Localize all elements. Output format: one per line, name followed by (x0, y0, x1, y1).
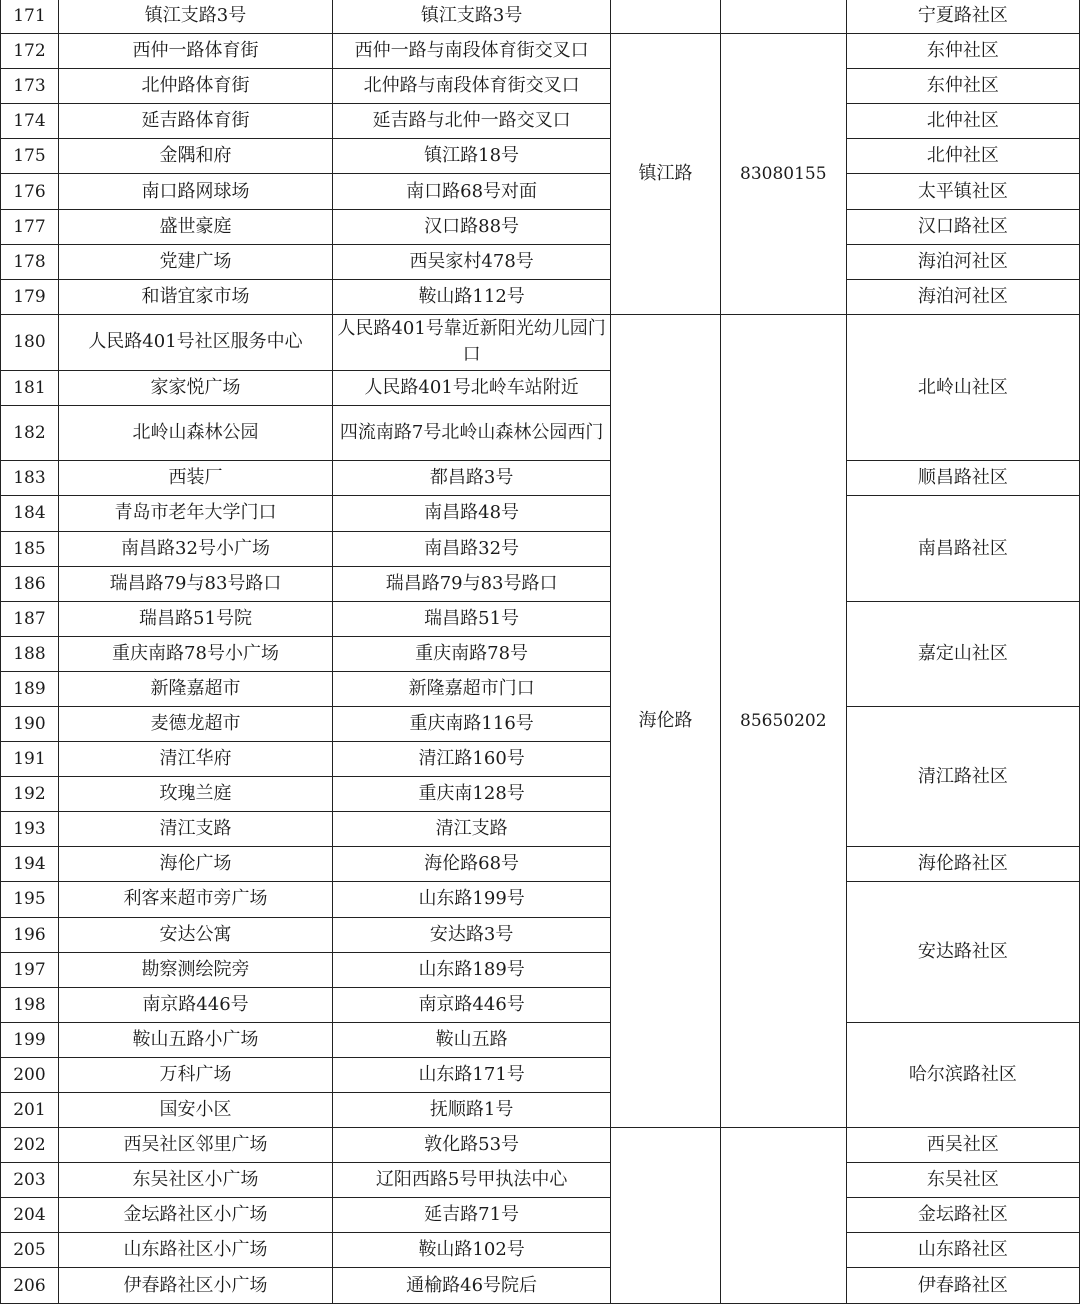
site-address: 瑞昌路79与83号路口 (333, 566, 611, 601)
row-number: 196 (1, 917, 59, 952)
row-number: 194 (1, 847, 59, 882)
table-row (1, 1128, 1080, 1163)
row-number: 177 (1, 209, 59, 244)
table-row (1, 847, 1080, 882)
table-row (1, 174, 1080, 209)
table-row (1, 461, 1080, 496)
community-name: 海泊河社区 (846, 279, 1079, 314)
site-name: 海伦广场 (58, 847, 332, 882)
site-address: 鞍山五路 (333, 1022, 611, 1057)
community-name: 北仲社区 (846, 104, 1079, 139)
row-number: 201 (1, 1093, 59, 1128)
table-row (1, 0, 1080, 34)
community-name: 金坛路社区 (846, 1198, 1079, 1233)
table-row (1, 139, 1080, 174)
table-row (1, 314, 1080, 370)
community-name: 顺昌路社区 (846, 461, 1079, 496)
site-address: 山东路171号 (333, 1057, 611, 1092)
row-number: 173 (1, 69, 59, 104)
site-address: 延吉路与北仲一路交叉口 (333, 104, 611, 139)
table-row (1, 1233, 1080, 1268)
table-row (1, 1022, 1080, 1057)
row-number: 187 (1, 601, 59, 636)
site-address: 抚顺路1号 (333, 1093, 611, 1128)
site-address: 重庆南路116号 (333, 706, 611, 741)
site-address: 人民路401号北岭车站附近 (333, 370, 611, 405)
table-row (1, 496, 1080, 531)
row-number: 174 (1, 104, 59, 139)
site-address: 都昌路3号 (333, 461, 611, 496)
site-name: 东吴社区小广场 (58, 1163, 332, 1198)
site-name: 瑞昌路51号院 (58, 601, 332, 636)
contact-phone: 83080155 (720, 34, 846, 315)
site-address: 海伦路68号 (333, 847, 611, 882)
site-name: 安达公寓 (58, 917, 332, 952)
site-address: 山东路189号 (333, 952, 611, 987)
site-name: 家家悦广场 (58, 370, 332, 405)
site-name: 鞍山五路小广场 (58, 1022, 332, 1057)
community-name: 哈尔滨路社区 (846, 1022, 1079, 1127)
contact-phone (720, 0, 846, 34)
community-name: 东仲社区 (846, 34, 1079, 69)
row-number: 172 (1, 34, 59, 69)
table-body (1, 0, 1080, 1303)
site-name: 北仲路体育街 (58, 69, 332, 104)
community-name: 太平镇社区 (846, 174, 1079, 209)
table-row (1, 279, 1080, 314)
street-name: 海伦路 (611, 314, 721, 1127)
table-row (1, 104, 1080, 139)
site-address: 清江支路 (333, 812, 611, 847)
site-name: 瑞昌路79与83号路口 (58, 566, 332, 601)
community-name: 南昌路社区 (846, 496, 1079, 601)
site-address: 新隆嘉超市门口 (333, 671, 611, 706)
site-name: 利客来超市旁广场 (58, 882, 332, 917)
table-row (1, 1198, 1080, 1233)
row-number: 186 (1, 566, 59, 601)
site-address: 西仲一路与南段体育街交叉口 (333, 34, 611, 69)
site-name: 勘察测绘院旁 (58, 952, 332, 987)
site-address: 重庆南128号 (333, 777, 611, 812)
community-name: 汉口路社区 (846, 209, 1079, 244)
table-row (1, 601, 1080, 636)
row-number: 204 (1, 1198, 59, 1233)
row-number: 188 (1, 636, 59, 671)
site-address: 重庆南路78号 (333, 636, 611, 671)
row-number: 175 (1, 139, 59, 174)
site-name: 金隅和府 (58, 139, 332, 174)
site-address: 南京路446号 (333, 987, 611, 1022)
row-number: 195 (1, 882, 59, 917)
site-name: 新隆嘉超市 (58, 671, 332, 706)
table-row (1, 1268, 1080, 1303)
site-address: 人民路401号靠近新阳光幼儿园门口 (333, 314, 611, 370)
site-address: 四流南路7号北岭山森林公园西门 (333, 405, 611, 461)
table-row (1, 706, 1080, 741)
site-address: 南口路68号对面 (333, 174, 611, 209)
site-name: 党建广场 (58, 244, 332, 279)
site-address: 鞍山路112号 (333, 279, 611, 314)
site-address: 清江路160号 (333, 742, 611, 777)
table-row (1, 34, 1080, 69)
community-name: 伊春路社区 (846, 1268, 1079, 1303)
site-address: 延吉路71号 (333, 1198, 611, 1233)
site-name: 伊春路社区小广场 (58, 1268, 332, 1303)
table-row (1, 1163, 1080, 1198)
community-name: 东仲社区 (846, 69, 1079, 104)
community-name: 嘉定山社区 (846, 601, 1079, 706)
site-address: 镇江路18号 (333, 139, 611, 174)
community-name: 东吴社区 (846, 1163, 1079, 1198)
site-name: 延吉路体育街 (58, 104, 332, 139)
row-number: 199 (1, 1022, 59, 1057)
site-name: 国安小区 (58, 1093, 332, 1128)
row-number: 185 (1, 531, 59, 566)
community-name: 海伦路社区 (846, 847, 1079, 882)
row-number: 200 (1, 1057, 59, 1092)
row-number: 179 (1, 279, 59, 314)
site-address: 镇江支路3号 (333, 0, 611, 34)
row-number: 202 (1, 1128, 59, 1163)
site-name: 万科广场 (58, 1057, 332, 1092)
row-number: 181 (1, 370, 59, 405)
site-name: 西仲一路体育街 (58, 34, 332, 69)
table-row (1, 882, 1080, 917)
row-number: 193 (1, 812, 59, 847)
row-number: 176 (1, 174, 59, 209)
site-address: 山东路199号 (333, 882, 611, 917)
site-address: 辽阳西路5号甲执法中心 (333, 1163, 611, 1198)
row-number: 197 (1, 952, 59, 987)
row-number: 206 (1, 1268, 59, 1303)
row-number: 198 (1, 987, 59, 1022)
site-address: 汉口路88号 (333, 209, 611, 244)
table-row (1, 69, 1080, 104)
site-address: 瑞昌路51号 (333, 601, 611, 636)
site-address: 通榆路46号院后 (333, 1268, 611, 1303)
site-name: 人民路401号社区服务中心 (58, 314, 332, 370)
street-name (611, 1128, 721, 1303)
site-name: 北岭山森林公园 (58, 405, 332, 461)
table-row (1, 244, 1080, 279)
row-number: 190 (1, 706, 59, 741)
row-number: 183 (1, 461, 59, 496)
site-name: 和谐宜家市场 (58, 279, 332, 314)
table-row (1, 209, 1080, 244)
row-number: 203 (1, 1163, 59, 1198)
row-number: 189 (1, 671, 59, 706)
community-name: 山东路社区 (846, 1233, 1079, 1268)
community-name: 宁夏路社区 (846, 0, 1079, 34)
site-name: 青岛市老年大学门口 (58, 496, 332, 531)
row-number: 184 (1, 496, 59, 531)
community-name: 安达路社区 (846, 882, 1079, 1022)
site-name: 金坛路社区小广场 (58, 1198, 332, 1233)
site-name: 南昌路32号小广场 (58, 531, 332, 566)
site-name: 麦德龙超市 (58, 706, 332, 741)
site-address: 西吴家村478号 (333, 244, 611, 279)
row-number: 191 (1, 742, 59, 777)
row-number: 178 (1, 244, 59, 279)
site-name: 南口路网球场 (58, 174, 332, 209)
community-name: 北岭山社区 (846, 314, 1079, 460)
row-number: 182 (1, 405, 59, 461)
street-name (611, 0, 721, 34)
site-address: 南昌路32号 (333, 531, 611, 566)
community-name: 北仲社区 (846, 139, 1079, 174)
site-name: 南京路446号 (58, 987, 332, 1022)
site-address: 鞍山路102号 (333, 1233, 611, 1268)
site-address: 敦化路53号 (333, 1128, 611, 1163)
row-number: 192 (1, 777, 59, 812)
street-name: 镇江路 (611, 34, 721, 315)
site-address: 北仲路与南段体育街交叉口 (333, 69, 611, 104)
site-name: 清江华府 (58, 742, 332, 777)
site-address: 南昌路48号 (333, 496, 611, 531)
contact-phone: 85650202 (720, 314, 846, 1127)
contact-phone (720, 1128, 846, 1303)
site-name: 重庆南路78号小广场 (58, 636, 332, 671)
community-name: 西吴社区 (846, 1128, 1079, 1163)
row-number: 205 (1, 1233, 59, 1268)
site-name: 镇江支路3号 (58, 0, 332, 34)
site-name: 西吴社区邻里广场 (58, 1128, 332, 1163)
site-name: 西装厂 (58, 461, 332, 496)
community-name: 清江路社区 (846, 706, 1079, 846)
site-address: 安达路3号 (333, 917, 611, 952)
community-name: 海泊河社区 (846, 244, 1079, 279)
site-name: 清江支路 (58, 812, 332, 847)
site-name: 山东路社区小广场 (58, 1233, 332, 1268)
site-name: 玫瑰兰庭 (58, 777, 332, 812)
row-number: 180 (1, 314, 59, 370)
row-number: 171 (1, 0, 59, 34)
site-name: 盛世豪庭 (58, 209, 332, 244)
